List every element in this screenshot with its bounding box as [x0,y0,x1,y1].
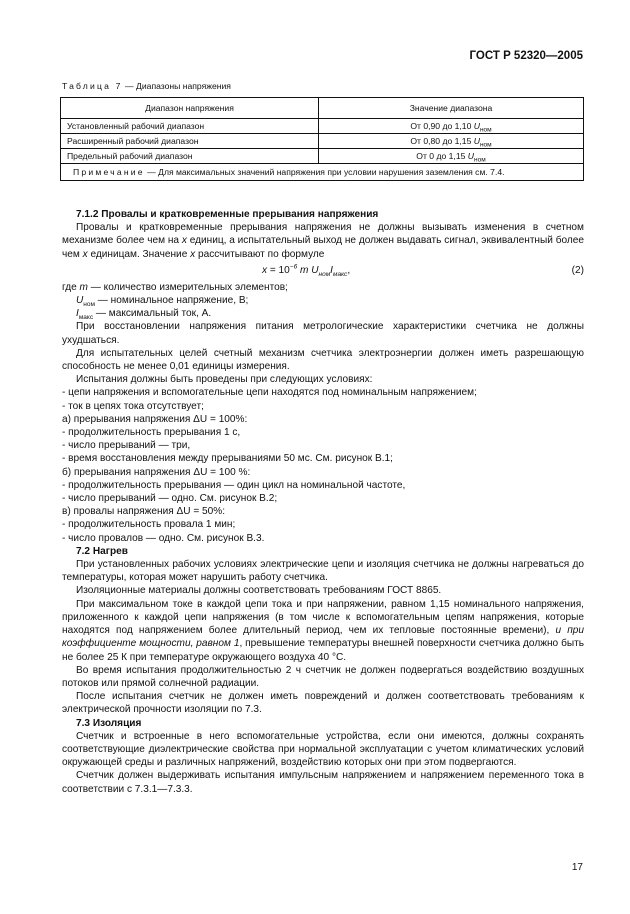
paragraph: При установленных рабочих условиях электрические цепи и изоляция счетчика не должны нагреваться до температуры, которая может нарушить работу счетчика. [62,559,584,584]
paragraph: Во время испытания продолжительностью 2 ч счетчик не должен подвергаться воздействию воздушных потоков или прямой солнечной радиации. [62,664,584,689]
list-item: - число прерываний — три, [62,440,191,452]
column-header-range: Диапазон напряжения [61,98,319,119]
list-item: - цепи напряжения и вспомогательные цепи находятся под номинальным напряжением; [62,387,477,399]
where-line: где m — количество измерительных элементов; [62,281,288,293]
table-header-row [61,98,584,119]
paragraph: Изоляционные материалы должны соответствовать требованиям ГОСТ 8865. [76,585,442,597]
table-row [61,149,584,164]
paragraph: При восстановлении напряжения питания метрологические характеристики счетчика не должны ухудшаться. [62,321,584,346]
table-row [61,119,584,134]
list-item: в) провалы напряжения ΔU = 50%: [62,506,226,518]
section-heading-7-1-2: 7.1.2 Провалы и кратковременные прерывания напряжения [76,209,379,220]
formula-2 [62,261,584,281]
table-caption-title: — Диапазоны напряжения [122,81,231,91]
table-row [61,134,584,149]
range-name: Установленный рабочий диапазон [61,119,319,134]
range-name: Расширенный рабочий диапазон [61,134,319,149]
document-header: ГОСТ Р 52320—2005 [469,50,583,62]
paragraph: Для испытательных целей счетный механизм счетчика электроэнергии должен иметь разрешающую способность не менее 0,01 единицы измерения. [62,347,584,373]
list-item: - продолжительность прерывания 1 с, [62,427,241,439]
table-note-row [61,164,584,181]
paragraph: Счетчик должен выдерживать испытания импульсным напряжением и напряжением переменного тока в соответствии с 7.3.1—7.3.3. [62,770,584,795]
list-item: б) прерывания напряжения ΔU = 100 %: [62,466,251,478]
page-number: 17 [571,862,583,873]
formula-expression: $x = 10^{-6}$ m $U_{ном}I_{макс}$, [262,263,351,278]
where-line: $I_{макс}$ — максимальный ток, А. [76,308,212,322]
paragraph: При максимальном токе в каждой цепи тока и при напряжении, равном 1,15 номинального напряжения, приложенного к каждой цепи напряжения (в том числе к вспомогательным цепям напряжения, которые находятся под напряжением более длительный период, чем их тепловые постоянные времени), и при коэффициенте мощности, равном 1, превышение температуры внешней поверхности счетчика должно быть не более 25 К при температуре окружающего воздуха 40 °С. [62,598,585,663]
formula-number: (2) [571,264,584,276]
section-heading-7-2: 7.2 Нагрев [76,545,128,557]
table-note: Примечание — Для максимальных значений напряжения при условии нарушения заземления см. 7.4. [61,164,584,181]
list-item: - число провалов — одно. См. рисунок В.3. [62,532,265,544]
list-item: - продолжительность провала 1 мин; [62,519,236,531]
voltage-ranges-table [60,97,584,181]
table-caption [62,81,231,91]
document-body [62,208,584,796]
paragraph: Счетчик и встроенные в него вспомогательные устройства, если они имеются, должны сохранять соответствующие диэлектрические свойства при нормальной эксплуатации с учетом климатических условий окружающей среды и различных напряжений, воздействию которых они при этом подвергаются. [62,730,584,769]
paragraph: Провалы и кратковременные прерывания напряжения не должны вызывать изменения в счетном механизме более чем на х единиц, а испытательный выход не должен выдавать сигнал, эквивалентный более чем х единицам. Значение х рассчитывают по формуле [62,222,585,260]
paragraph: Испытания должны быть проведены при следующих условиях: [76,374,373,386]
section-heading-7-3: 7.3 Изоляция [76,717,142,729]
list-item: а) прерывания напряжения ΔU = 100%: [62,413,248,425]
where-line: $U_{ном}$ — номинальное напряжение, В; [76,295,249,309]
range-value: От 0,90 до 1,10 $U_{ном}$ [319,119,584,134]
paragraph: После испытания счетчик не должен иметь повреждений и должен соответствовать требованиям к электрической прочности изоляции по 7.3. [62,691,584,716]
table-caption-label: Таблица 7 [62,81,123,91]
list-item: - число прерываний — одно. См. рисунок В.2; [62,493,278,505]
list-item: - продолжительность прерывания — один цикл на номинальной частоте, [62,479,406,491]
list-item: - время восстановления между прерываниями 50 мс. См. рисунок В.1; [62,453,393,465]
column-header-value: Значение диапазона [319,98,584,119]
list-item: - ток в цепях тока отсутствует; [62,400,204,412]
range-value: От 0,80 до 1,15 $U_{ном}$ [319,134,584,149]
range-name: Предельный рабочий диапазон [61,149,319,164]
range-value: От 0 до 1,15 $U_{ном}$ [319,149,584,164]
